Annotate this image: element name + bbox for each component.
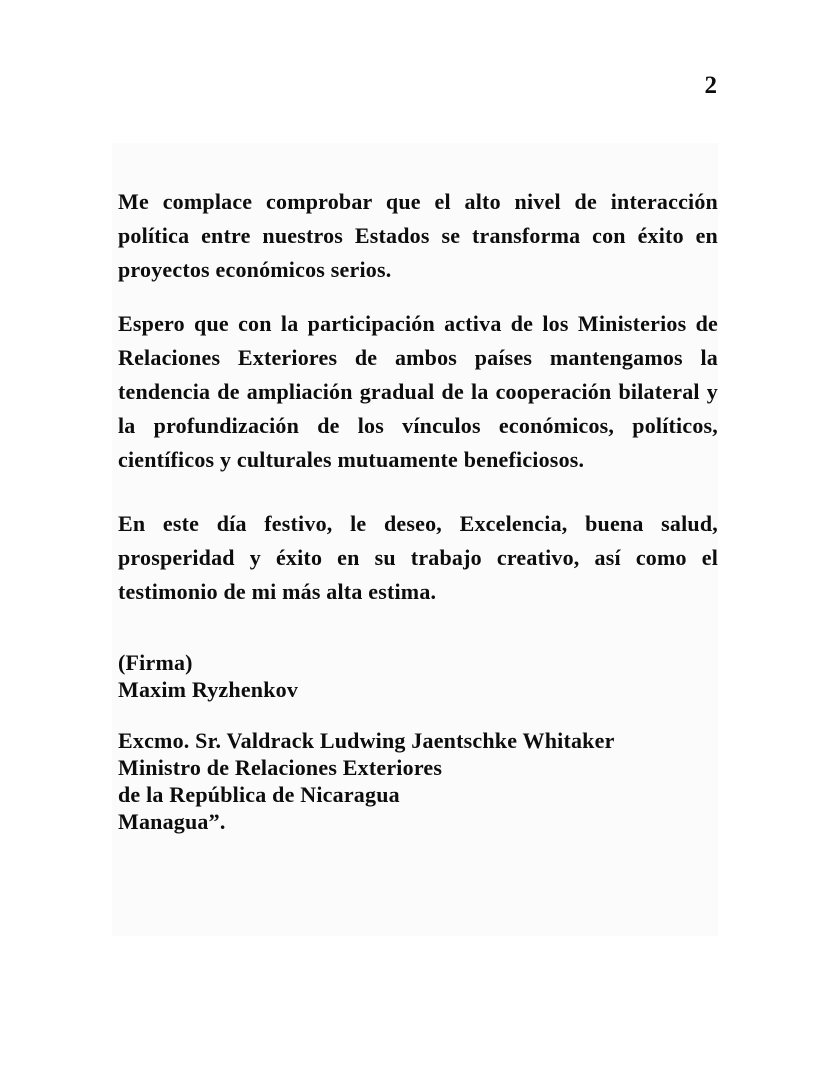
addressee-title: Ministro de Relaciones Exteriores — [118, 755, 443, 780]
signature-name: Maxim Ryzhenkov — [118, 677, 299, 702]
paragraph-political-interaction: Me complace comprobar que el alto nivel de interacción política entre nuestros Estados se transforma con éxito en proyectos económicos serios. — [118, 189, 718, 282]
paragraph-foreign-ministries-cooperation: Espero que con la participación activa de los Ministerios de Relaciones Exteriores de ambos países mantengamos la tendencia de ampliación gradual de la cooperación bilateral y la profundización de los vínculos económicos, políticos, científicos y culturales mutuamente beneficiosos. — [118, 311, 718, 472]
signature-block — [118, 649, 718, 703]
addressee-name: Excmo. Sr. Valdrack Ludwing Jaentschke Whitaker — [118, 728, 615, 753]
letter-body — [112, 143, 718, 936]
paragraph-festive-wishes: En este día festivo, le deseo, Excelencia, buena salud, prosperidad y éxito en su trabajo creativo, así como el testimonio de mi más alta estima. — [118, 511, 718, 604]
page-number: 2 — [704, 72, 717, 99]
addressee-country: de la República de Nicaragua — [118, 782, 400, 807]
addressee-block — [118, 727, 718, 835]
addressee-city: Managua”. — [118, 809, 226, 834]
signature-label: (Firma) — [118, 650, 193, 675]
